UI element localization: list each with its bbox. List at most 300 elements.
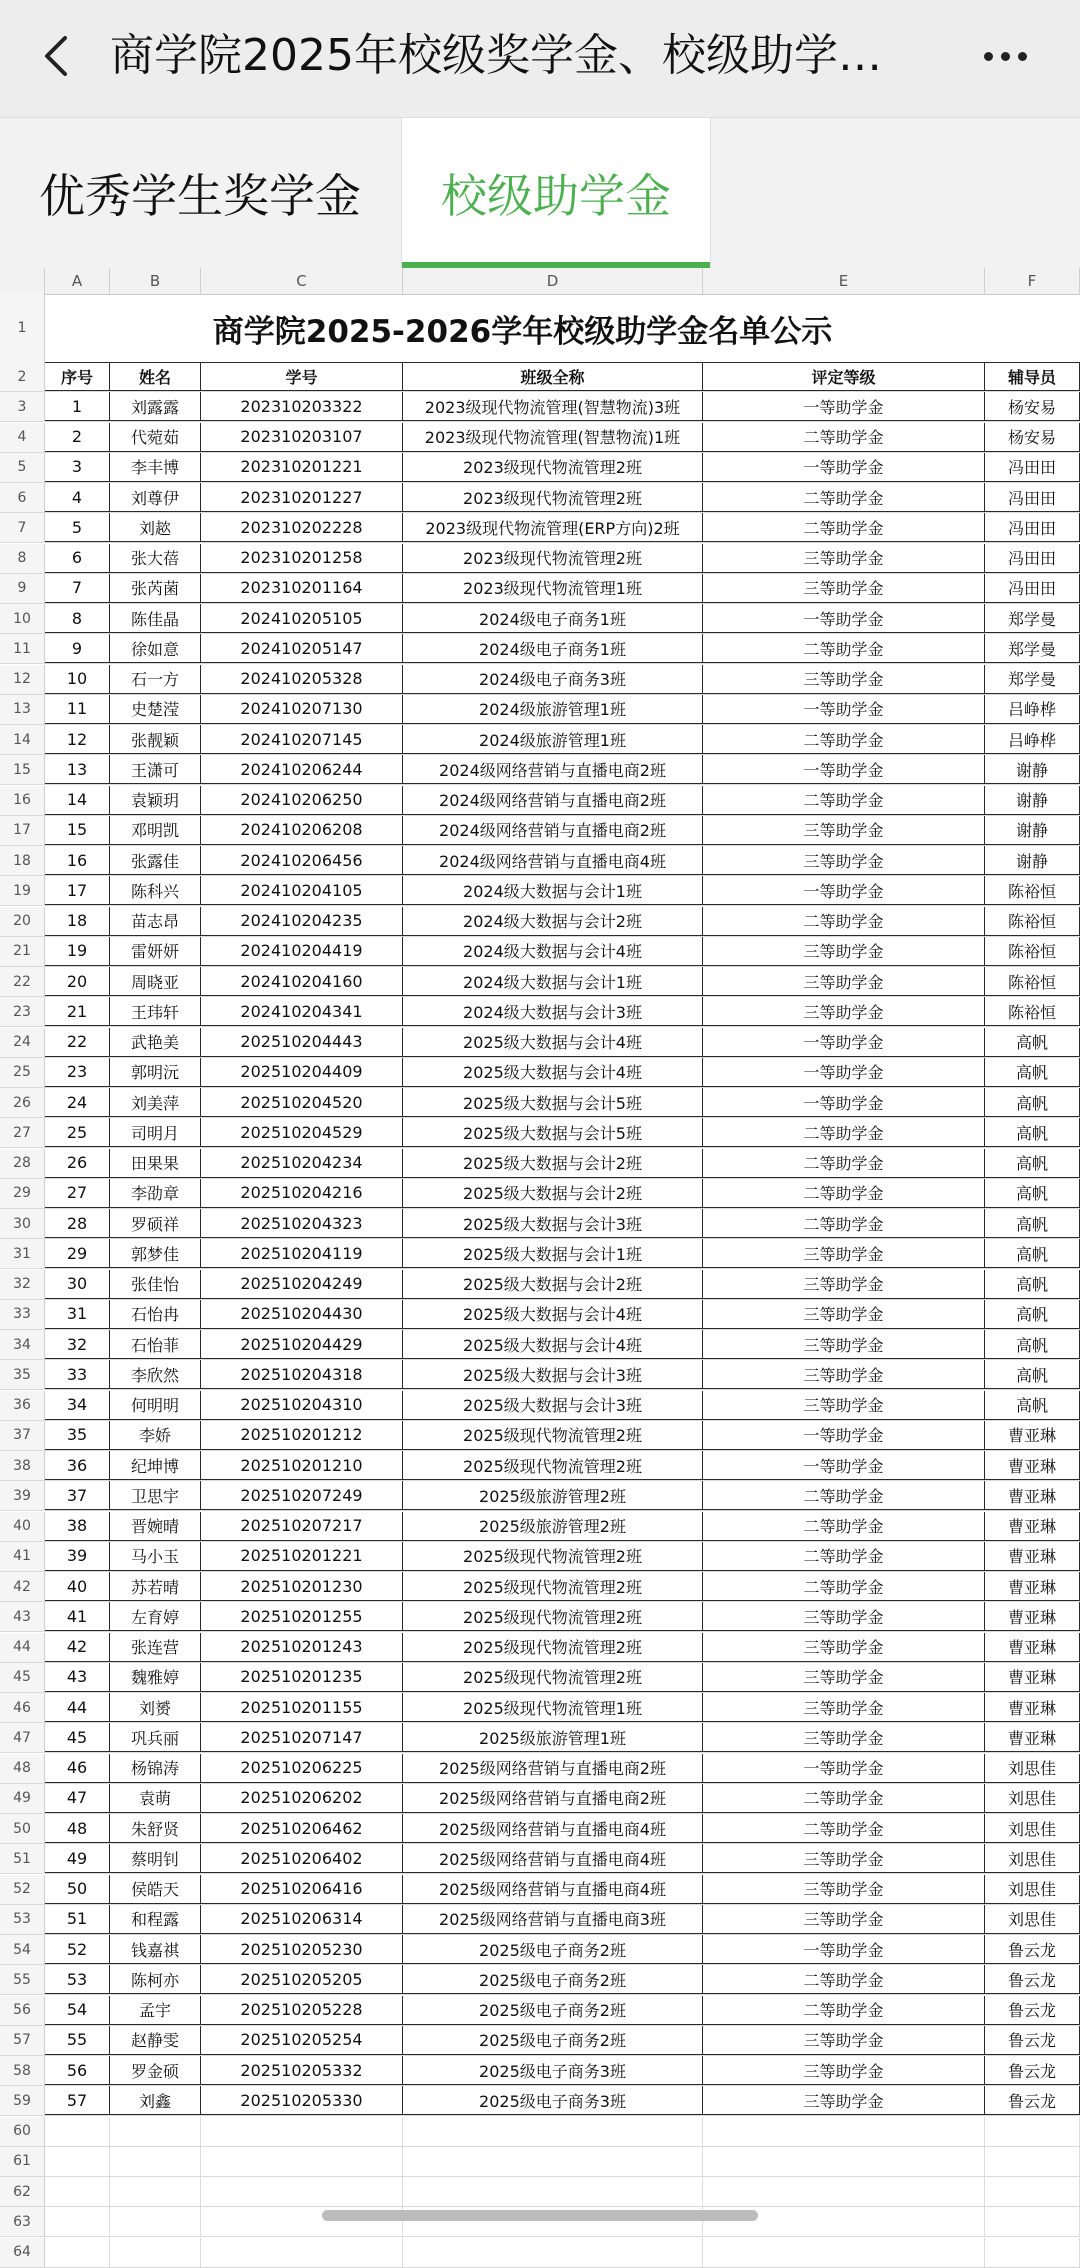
class-cell[interactable]: 2025级大数据与会计5班 xyxy=(403,1118,703,1147)
name-cell[interactable]: 巩兵丽 xyxy=(110,1723,201,1752)
class-cell[interactable]: 2025级旅游管理2班 xyxy=(403,1512,703,1541)
class-cell[interactable]: 2025级旅游管理2班 xyxy=(403,1481,703,1510)
grade-level-cell[interactable]: 二等助学金 xyxy=(703,1209,985,1238)
seq-cell[interactable]: 37 xyxy=(45,1481,110,1510)
student-id-cell[interactable]: 202510207249 xyxy=(201,1481,403,1510)
name-cell[interactable]: 孟宇 xyxy=(110,1996,201,2025)
student-id-cell[interactable]: 202310201221 xyxy=(201,453,403,482)
seq-cell[interactable] xyxy=(45,2177,110,2206)
name-cell[interactable]: 王玮轩 xyxy=(110,997,201,1026)
grade-level-cell[interactable]: 二等助学金 xyxy=(703,1118,985,1147)
name-cell[interactable]: 袁萌 xyxy=(110,1784,201,1813)
seq-cell[interactable]: 19 xyxy=(45,937,110,966)
seq-cell[interactable]: 43 xyxy=(45,1663,110,1692)
row-number[interactable]: 22 xyxy=(0,967,45,996)
row-number[interactable]: 5 xyxy=(0,453,45,482)
grade-level-cell[interactable]: 三等助学金 xyxy=(703,937,985,966)
class-cell[interactable]: 2024级旅游管理1班 xyxy=(403,695,703,724)
class-cell[interactable]: 2025级大数据与会计2班 xyxy=(403,1270,703,1299)
seq-cell[interactable]: 5 xyxy=(45,513,110,542)
seq-cell[interactable]: 46 xyxy=(45,1754,110,1783)
row-number[interactable]: 7 xyxy=(0,513,45,542)
seq-cell[interactable]: 52 xyxy=(45,1935,110,1964)
name-cell[interactable] xyxy=(110,2117,201,2146)
counselor-cell[interactable]: 陈裕恒 xyxy=(985,997,1080,1026)
student-id-cell[interactable]: 202510207217 xyxy=(201,1512,403,1541)
student-id-cell[interactable]: 202510205330 xyxy=(201,2086,403,2115)
seq-cell[interactable]: 10 xyxy=(45,665,110,694)
sheet-title[interactable]: 商学院2025-2026学年校级助学金名单公示 xyxy=(212,313,833,350)
row-number[interactable]: 33 xyxy=(0,1300,45,1329)
student-id-cell[interactable]: 202510205332 xyxy=(201,2056,403,2085)
name-cell[interactable]: 李娇 xyxy=(110,1421,201,1450)
seq-cell[interactable] xyxy=(45,2207,110,2236)
counselor-cell[interactable]: 陈裕恒 xyxy=(985,876,1080,905)
counselor-cell[interactable]: 谢静 xyxy=(985,816,1080,845)
class-cell[interactable]: 2025级电子商务3班 xyxy=(403,2086,703,2115)
counselor-cell[interactable]: 高帆 xyxy=(985,1391,1080,1420)
grade-level-cell[interactable]: 二等助学金 xyxy=(703,1996,985,2025)
grade-level-cell[interactable]: 一等助学金 xyxy=(703,876,985,905)
student-id-cell[interactable] xyxy=(201,2177,403,2206)
student-id-cell[interactable]: 202510204520 xyxy=(201,1088,403,1117)
seq-cell[interactable]: 35 xyxy=(45,1421,110,1450)
column-header-d[interactable]: D xyxy=(403,268,703,294)
grade-level-cell[interactable]: 三等助学金 xyxy=(703,1360,985,1389)
name-cell[interactable]: 李丰博 xyxy=(110,453,201,482)
student-id-cell[interactable]: 202510201243 xyxy=(201,1633,403,1662)
student-id-cell[interactable]: 202510207147 xyxy=(201,1723,403,1752)
row-number[interactable]: 55 xyxy=(0,1965,45,1994)
counselor-cell[interactable]: 郑学曼 xyxy=(985,665,1080,694)
counselor-cell[interactable]: 鲁云龙 xyxy=(985,2026,1080,2055)
seq-cell[interactable]: 39 xyxy=(45,1542,110,1571)
student-id-cell[interactable]: 202410205328 xyxy=(201,665,403,694)
student-id-cell[interactable]: 202510201221 xyxy=(201,1542,403,1571)
seq-cell[interactable]: 2 xyxy=(45,423,110,452)
counselor-cell[interactable]: 谢静 xyxy=(985,755,1080,784)
name-cell[interactable]: 代菀茹 xyxy=(110,423,201,452)
name-cell[interactable]: 司明月 xyxy=(110,1118,201,1147)
seq-cell[interactable]: 50 xyxy=(45,1875,110,1904)
class-cell[interactable]: 2025级电子商务2班 xyxy=(403,1935,703,1964)
row-number[interactable]: 59 xyxy=(0,2086,45,2115)
student-id-cell[interactable] xyxy=(201,2147,403,2176)
grade-level-cell[interactable] xyxy=(703,2238,985,2267)
student-id-cell[interactable]: 202410204235 xyxy=(201,907,403,936)
name-cell[interactable]: 左育婷 xyxy=(110,1602,201,1631)
counselor-cell[interactable]: 高帆 xyxy=(985,1058,1080,1087)
class-cell[interactable]: 2025级大数据与会计3班 xyxy=(403,1209,703,1238)
counselor-cell[interactable]: 曹亚琳 xyxy=(985,1451,1080,1480)
counselor-cell[interactable]: 曹亚琳 xyxy=(985,1693,1080,1722)
class-cell[interactable]: 2023级现代物流管理2班 xyxy=(403,453,703,482)
seq-cell[interactable]: 27 xyxy=(45,1179,110,1208)
name-cell[interactable]: 纪坤博 xyxy=(110,1451,201,1480)
name-cell[interactable]: 袁颖玥 xyxy=(110,786,201,815)
name-cell[interactable]: 郭明沅 xyxy=(110,1058,201,1087)
name-cell[interactable]: 刘赟 xyxy=(110,1693,201,1722)
grade-level-cell[interactable]: 二等助学金 xyxy=(703,1149,985,1178)
grade-level-cell[interactable]: 三等助学金 xyxy=(703,846,985,875)
name-cell[interactable]: 苏若晴 xyxy=(110,1572,201,1601)
row-number[interactable]: 12 xyxy=(0,665,45,694)
name-cell[interactable]: 卫思宇 xyxy=(110,1481,201,1510)
seq-cell[interactable] xyxy=(45,2238,110,2267)
grade-level-cell[interactable]: 三等助学金 xyxy=(703,1693,985,1722)
row-number[interactable]: 51 xyxy=(0,1844,45,1873)
class-cell[interactable] xyxy=(403,2117,703,2146)
row-number[interactable]: 13 xyxy=(0,695,45,724)
grade-level-cell[interactable]: 一等助学金 xyxy=(703,604,985,633)
counselor-cell[interactable]: 鲁云龙 xyxy=(985,2056,1080,2085)
grade-level-cell[interactable]: 三等助学金 xyxy=(703,1239,985,1268)
grade-level-cell[interactable]: 二等助学金 xyxy=(703,1179,985,1208)
seq-cell[interactable]: 8 xyxy=(45,604,110,633)
counselor-cell[interactable]: 曹亚琳 xyxy=(985,1602,1080,1631)
student-id-cell[interactable]: 202510204216 xyxy=(201,1179,403,1208)
student-id-cell[interactable]: 202310201258 xyxy=(201,544,403,573)
grade-level-cell[interactable]: 一等助学金 xyxy=(703,1451,985,1480)
counselor-cell[interactable]: 吕峥桦 xyxy=(985,695,1080,724)
class-cell[interactable]: 2025级大数据与会计4班 xyxy=(403,1300,703,1329)
grade-level-cell[interactable]: 二等助学金 xyxy=(703,907,985,936)
row-number[interactable]: 15 xyxy=(0,755,45,784)
name-cell[interactable]: 邓明凯 xyxy=(110,816,201,845)
seq-cell[interactable]: 47 xyxy=(45,1784,110,1813)
grade-level-cell[interactable]: 一等助学金 xyxy=(703,453,985,482)
counselor-cell[interactable]: 高帆 xyxy=(985,1209,1080,1238)
row-number[interactable]: 52 xyxy=(0,1875,45,1904)
corner-cell[interactable] xyxy=(0,268,45,294)
student-id-cell[interactable]: 202510204323 xyxy=(201,1209,403,1238)
student-id-cell[interactable]: 202510201155 xyxy=(201,1693,403,1722)
seq-cell[interactable]: 16 xyxy=(45,846,110,875)
row-number[interactable]: 57 xyxy=(0,2026,45,2055)
column-header-f[interactable]: F xyxy=(985,268,1080,294)
class-cell[interactable]: 2024级大数据与会计4班 xyxy=(403,937,703,966)
grade-level-cell[interactable]: 三等助学金 xyxy=(703,1844,985,1873)
student-id-cell[interactable]: 202510205228 xyxy=(201,1996,403,2025)
student-id-cell[interactable]: 202510204310 xyxy=(201,1391,403,1420)
class-cell[interactable]: 2025级现代物流管理2班 xyxy=(403,1451,703,1480)
row-number[interactable]: 49 xyxy=(0,1784,45,1813)
seq-cell[interactable]: 49 xyxy=(45,1844,110,1873)
counselor-cell[interactable]: 陈裕恒 xyxy=(985,937,1080,966)
name-cell[interactable]: 赵静雯 xyxy=(110,2026,201,2055)
grade-level-cell[interactable]: 二等助学金 xyxy=(703,1572,985,1601)
name-cell[interactable]: 刘趑 xyxy=(110,513,201,542)
grade-level-cell[interactable]: 三等助学金 xyxy=(703,816,985,845)
seq-cell[interactable]: 17 xyxy=(45,876,110,905)
seq-cell[interactable]: 41 xyxy=(45,1602,110,1631)
seq-cell[interactable]: 28 xyxy=(45,1209,110,1238)
row-number[interactable]: 34 xyxy=(0,1330,45,1359)
grade-level-cell[interactable]: 三等助学金 xyxy=(703,1663,985,1692)
class-cell[interactable]: 2025级网络营销与直播电商4班 xyxy=(403,1844,703,1873)
counselor-cell[interactable]: 刘思佳 xyxy=(985,1784,1080,1813)
counselor-cell[interactable] xyxy=(985,2238,1080,2267)
seq-cell[interactable] xyxy=(45,2147,110,2176)
class-cell[interactable]: 2023级现代物流管理2班 xyxy=(403,483,703,512)
counselor-cell[interactable]: 陈裕恒 xyxy=(985,967,1080,996)
counselor-cell[interactable]: 刘思佳 xyxy=(985,1875,1080,1904)
tab-outstanding-scholarship[interactable]: 优秀学生奖学金 xyxy=(39,169,361,223)
row-number[interactable]: 38 xyxy=(0,1451,45,1480)
student-id-cell[interactable]: 202310201227 xyxy=(201,483,403,512)
grade-level-cell[interactable]: 一等助学金 xyxy=(703,1058,985,1087)
counselor-cell[interactable]: 冯田田 xyxy=(985,453,1080,482)
name-cell[interactable]: 武艳美 xyxy=(110,1028,201,1057)
row-number[interactable]: 24 xyxy=(0,1028,45,1057)
row-number[interactable]: 27 xyxy=(0,1118,45,1147)
name-cell[interactable]: 王潇可 xyxy=(110,755,201,784)
row-number[interactable]: 6 xyxy=(0,483,45,512)
grade-level-cell[interactable]: 三等助学金 xyxy=(703,1905,985,1934)
name-cell[interactable]: 张连营 xyxy=(110,1633,201,1662)
seq-cell[interactable]: 53 xyxy=(45,1965,110,1994)
seq-cell[interactable]: 3 xyxy=(45,453,110,482)
row-number[interactable]: 35 xyxy=(0,1360,45,1389)
row-number[interactable]: 29 xyxy=(0,1179,45,1208)
seq-cell[interactable]: 55 xyxy=(45,2026,110,2055)
counselor-cell[interactable]: 曹亚琳 xyxy=(985,1663,1080,1692)
row-number[interactable]: 9 xyxy=(0,574,45,603)
class-cell[interactable]: 2025级大数据与会计4班 xyxy=(403,1330,703,1359)
name-cell[interactable] xyxy=(110,2207,201,2236)
class-cell[interactable]: 2024级大数据与会计3班 xyxy=(403,997,703,1026)
counselor-cell[interactable]: 刘思佳 xyxy=(985,1814,1080,1843)
class-cell[interactable]: 2024级大数据与会计2班 xyxy=(403,907,703,936)
grade-level-cell[interactable]: 二等助学金 xyxy=(703,513,985,542)
counselor-cell[interactable]: 鲁云龙 xyxy=(985,1996,1080,2025)
name-cell[interactable]: 张露佳 xyxy=(110,846,201,875)
grade-level-cell[interactable]: 三等助学金 xyxy=(703,1330,985,1359)
grade-level-cell[interactable]: 三等助学金 xyxy=(703,2056,985,2085)
column-title[interactable]: 班级全称 xyxy=(403,362,703,391)
row-number[interactable]: 62 xyxy=(0,2177,45,2206)
seq-cell[interactable]: 18 xyxy=(45,907,110,936)
student-id-cell[interactable]: 202510206225 xyxy=(201,1754,403,1783)
student-id-cell[interactable]: 202510204529 xyxy=(201,1118,403,1147)
class-cell[interactable]: 2024级网络营销与直播电商2班 xyxy=(403,755,703,784)
column-title[interactable]: 学号 xyxy=(201,362,403,391)
counselor-cell[interactable]: 刘思佳 xyxy=(985,1754,1080,1783)
student-id-cell[interactable]: 202510201212 xyxy=(201,1421,403,1450)
counselor-cell[interactable]: 曹亚琳 xyxy=(985,1512,1080,1541)
column-header-a[interactable]: A xyxy=(45,268,110,294)
counselor-cell[interactable]: 高帆 xyxy=(985,1270,1080,1299)
class-cell[interactable]: 2025级现代物流管理2班 xyxy=(403,1633,703,1662)
class-cell[interactable]: 2024级旅游管理1班 xyxy=(403,725,703,754)
row-number[interactable]: 50 xyxy=(0,1814,45,1843)
name-cell[interactable]: 田果果 xyxy=(110,1149,201,1178)
class-cell[interactable] xyxy=(403,2147,703,2176)
class-cell[interactable]: 2025级大数据与会计4班 xyxy=(403,1028,703,1057)
class-cell[interactable]: 2025级大数据与会计2班 xyxy=(403,1149,703,1178)
grade-level-cell[interactable]: 三等助学金 xyxy=(703,997,985,1026)
student-id-cell[interactable]: 202510204119 xyxy=(201,1239,403,1268)
seq-cell[interactable]: 13 xyxy=(45,755,110,784)
grade-level-cell[interactable]: 三等助学金 xyxy=(703,1875,985,1904)
seq-cell[interactable]: 22 xyxy=(45,1028,110,1057)
class-cell[interactable]: 2023级现代物流管理(ERP方向)2班 xyxy=(403,513,703,542)
name-cell[interactable]: 刘鑫 xyxy=(110,2086,201,2115)
seq-cell[interactable]: 9 xyxy=(45,634,110,663)
row-number[interactable]: 30 xyxy=(0,1209,45,1238)
seq-cell[interactable]: 34 xyxy=(45,1391,110,1420)
class-cell[interactable]: 2023级现代物流管理(智慧物流)3班 xyxy=(403,392,703,421)
counselor-cell[interactable]: 曹亚琳 xyxy=(985,1542,1080,1571)
grade-level-cell[interactable]: 三等助学金 xyxy=(703,544,985,573)
seq-cell[interactable]: 21 xyxy=(45,997,110,1026)
counselor-cell[interactable] xyxy=(985,2177,1080,2206)
student-id-cell[interactable]: 202410206208 xyxy=(201,816,403,845)
student-id-cell[interactable]: 202310202228 xyxy=(201,513,403,542)
column-header-e[interactable]: E xyxy=(703,268,985,294)
student-id-cell[interactable]: 202410205105 xyxy=(201,604,403,633)
grade-level-cell[interactable]: 三等助学金 xyxy=(703,574,985,603)
student-id-cell[interactable]: 202510204234 xyxy=(201,1149,403,1178)
row-number[interactable]: 44 xyxy=(0,1633,45,1662)
name-cell[interactable]: 何明明 xyxy=(110,1391,201,1420)
student-id-cell[interactable]: 202510205205 xyxy=(201,1965,403,1994)
name-cell[interactable]: 徐如意 xyxy=(110,634,201,663)
student-id-cell[interactable]: 202510206202 xyxy=(201,1784,403,1813)
class-cell[interactable]: 2025级现代物流管理2班 xyxy=(403,1602,703,1631)
name-cell[interactable]: 张靓颖 xyxy=(110,725,201,754)
counselor-cell[interactable]: 谢静 xyxy=(985,786,1080,815)
class-cell[interactable]: 2025级大数据与会计5班 xyxy=(403,1088,703,1117)
row-number[interactable]: 25 xyxy=(0,1058,45,1087)
counselor-cell[interactable]: 鲁云龙 xyxy=(985,2086,1080,2115)
class-cell[interactable]: 2025级现代物流管理2班 xyxy=(403,1663,703,1692)
row-number[interactable]: 4 xyxy=(0,423,45,452)
class-cell[interactable]: 2025级电子商务2班 xyxy=(403,1996,703,2025)
class-cell[interactable]: 2024级大数据与会计1班 xyxy=(403,876,703,905)
student-id-cell[interactable]: 202510205230 xyxy=(201,1935,403,1964)
student-id-cell[interactable]: 202410205147 xyxy=(201,634,403,663)
name-cell[interactable]: 石怡菲 xyxy=(110,1330,201,1359)
counselor-cell[interactable]: 高帆 xyxy=(985,1149,1080,1178)
row-number[interactable]: 47 xyxy=(0,1723,45,1752)
class-cell[interactable]: 2024级电子商务3班 xyxy=(403,665,703,694)
grade-level-cell[interactable]: 二等助学金 xyxy=(703,1784,985,1813)
grade-level-cell[interactable]: 三等助学金 xyxy=(703,1270,985,1299)
row-number[interactable]: 16 xyxy=(0,786,45,815)
seq-cell[interactable]: 24 xyxy=(45,1088,110,1117)
class-cell[interactable]: 2024级网络营销与直播电商2班 xyxy=(403,816,703,845)
counselor-cell[interactable] xyxy=(985,2147,1080,2176)
row-number[interactable]: 18 xyxy=(0,846,45,875)
class-cell[interactable]: 2024级大数据与会计1班 xyxy=(403,967,703,996)
name-cell[interactable]: 陈佳晶 xyxy=(110,604,201,633)
seq-cell[interactable] xyxy=(45,2117,110,2146)
student-id-cell[interactable]: 202410207130 xyxy=(201,695,403,724)
row-number[interactable]: 45 xyxy=(0,1663,45,1692)
grade-level-cell[interactable]: 二等助学金 xyxy=(703,423,985,452)
class-cell[interactable]: 2023级现代物流管理2班 xyxy=(403,544,703,573)
back-icon[interactable] xyxy=(30,30,82,82)
student-id-cell[interactable]: 202510206402 xyxy=(201,1844,403,1873)
class-cell[interactable]: 2025级旅游管理1班 xyxy=(403,1723,703,1752)
seq-cell[interactable]: 7 xyxy=(45,574,110,603)
grade-level-cell[interactable]: 三等助学金 xyxy=(703,1633,985,1662)
student-id-cell[interactable]: 202410204105 xyxy=(201,876,403,905)
row-number[interactable]: 20 xyxy=(0,907,45,936)
student-id-cell[interactable]: 202510206314 xyxy=(201,1905,403,1934)
student-id-cell[interactable]: 202310201164 xyxy=(201,574,403,603)
counselor-cell[interactable]: 曹亚琳 xyxy=(985,1481,1080,1510)
name-cell[interactable]: 张芮菌 xyxy=(110,574,201,603)
grade-level-cell[interactable]: 二等助学金 xyxy=(703,1965,985,1994)
grade-level-cell[interactable]: 三等助学金 xyxy=(703,1300,985,1329)
student-id-cell[interactable]: 202410207145 xyxy=(201,725,403,754)
student-id-cell[interactable]: 202510206462 xyxy=(201,1814,403,1843)
column-title[interactable]: 序号 xyxy=(45,362,110,391)
seq-cell[interactable]: 57 xyxy=(45,2086,110,2115)
seq-cell[interactable]: 26 xyxy=(45,1149,110,1178)
counselor-cell[interactable]: 冯田田 xyxy=(985,483,1080,512)
seq-cell[interactable]: 42 xyxy=(45,1633,110,1662)
grade-level-cell[interactable]: 二等助学金 xyxy=(703,786,985,815)
row-number[interactable]: 61 xyxy=(0,2147,45,2176)
grade-level-cell[interactable]: 一等助学金 xyxy=(703,1421,985,1450)
row-number[interactable]: 31 xyxy=(0,1239,45,1268)
class-cell[interactable]: 2025级大数据与会计4班 xyxy=(403,1058,703,1087)
student-id-cell[interactable] xyxy=(201,2238,403,2267)
grade-level-cell[interactable]: 三等助学金 xyxy=(703,665,985,694)
name-cell[interactable]: 李欣然 xyxy=(110,1360,201,1389)
class-cell[interactable]: 2025级网络营销与直播电商3班 xyxy=(403,1905,703,1934)
counselor-cell[interactable]: 高帆 xyxy=(985,1300,1080,1329)
grade-level-cell[interactable] xyxy=(703,2147,985,2176)
class-cell[interactable]: 2023级现代物流管理(智慧物流)1班 xyxy=(403,423,703,452)
counselor-cell[interactable]: 高帆 xyxy=(985,1179,1080,1208)
grade-level-cell[interactable]: 一等助学金 xyxy=(703,1754,985,1783)
grade-level-cell[interactable]: 一等助学金 xyxy=(703,1935,985,1964)
name-cell[interactable]: 史楚滢 xyxy=(110,695,201,724)
counselor-cell[interactable]: 曹亚琳 xyxy=(985,1723,1080,1752)
name-cell[interactable]: 陈柯亦 xyxy=(110,1965,201,1994)
student-id-cell[interactable]: 202510206416 xyxy=(201,1875,403,1904)
grade-level-cell[interactable]: 二等助学金 xyxy=(703,725,985,754)
grade-level-cell[interactable]: 一等助学金 xyxy=(703,1028,985,1057)
row-number[interactable]: 64 xyxy=(0,2238,45,2267)
class-cell[interactable]: 2025级大数据与会计1班 xyxy=(403,1239,703,1268)
row-number[interactable]: 63 xyxy=(0,2207,45,2236)
grade-level-cell[interactable]: 三等助学金 xyxy=(703,2086,985,2115)
counselor-cell[interactable]: 曹亚琳 xyxy=(985,1421,1080,1450)
name-cell[interactable]: 朱舒贤 xyxy=(110,1814,201,1843)
name-cell[interactable]: 张佳怡 xyxy=(110,1270,201,1299)
column-title[interactable]: 辅导员 xyxy=(985,362,1080,391)
class-cell[interactable]: 2025级网络营销与直播电商2班 xyxy=(403,1754,703,1783)
seq-cell[interactable]: 31 xyxy=(45,1300,110,1329)
counselor-cell[interactable]: 鲁云龙 xyxy=(985,1935,1080,1964)
grade-level-cell[interactable]: 三等助学金 xyxy=(703,1723,985,1752)
grade-level-cell[interactable] xyxy=(703,2177,985,2206)
counselor-cell[interactable] xyxy=(985,2207,1080,2236)
student-id-cell[interactable]: 202410206250 xyxy=(201,786,403,815)
seq-cell[interactable]: 38 xyxy=(45,1512,110,1541)
student-id-cell[interactable]: 202410206244 xyxy=(201,755,403,784)
name-cell[interactable]: 和程露 xyxy=(110,1905,201,1934)
grade-level-cell[interactable]: 二等助学金 xyxy=(703,483,985,512)
grade-level-cell[interactable]: 一等助学金 xyxy=(703,755,985,784)
student-id-cell[interactable]: 202510205254 xyxy=(201,2026,403,2055)
row-number[interactable]: 2 xyxy=(0,362,45,391)
